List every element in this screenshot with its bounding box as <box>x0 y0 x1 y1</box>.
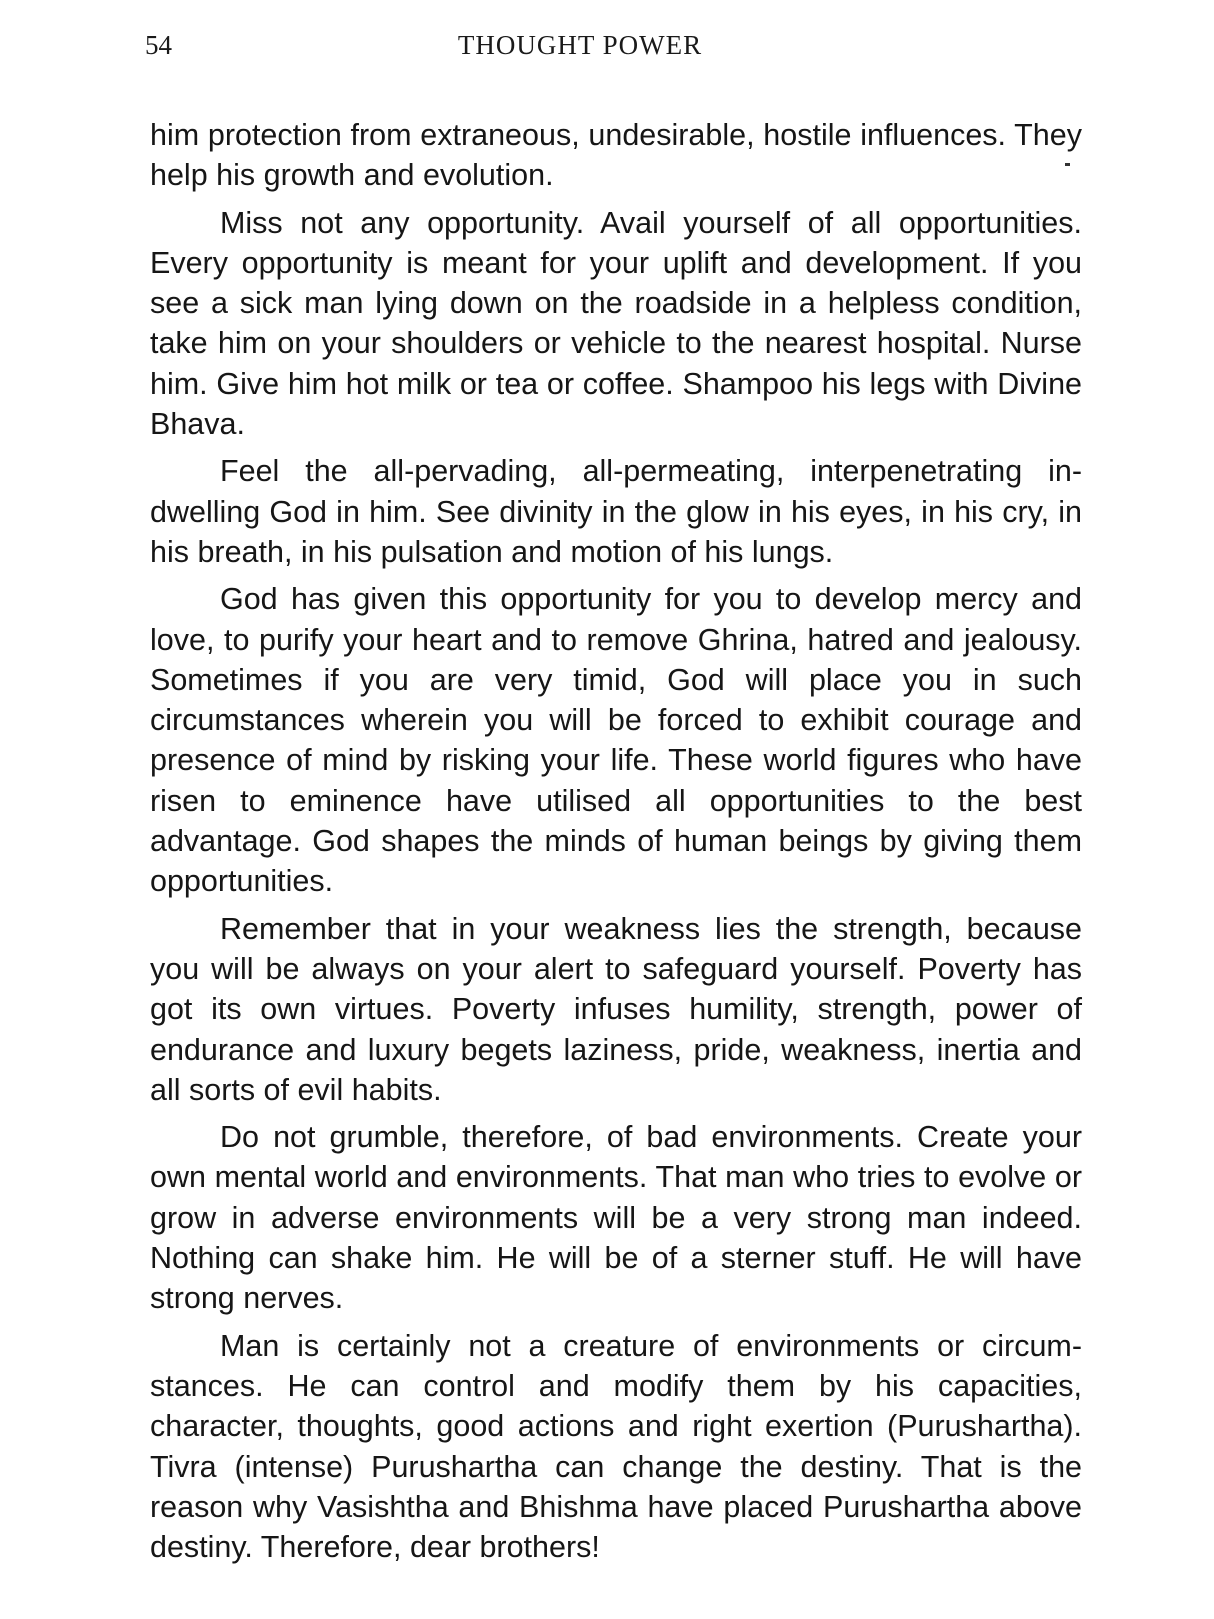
body-text <box>150 115 1082 1574</box>
paragraph-continued: him protection from extraneous, undesirable, hostile influences. They help his growth and evolution. <box>150 118 1082 193</box>
page-number: 54 <box>145 30 172 60</box>
paragraph: Feel the all-pervading, all-permeating, interpenetrating indwelling God in him. See divinity in the glow in his eyes, in his cry, in his breath, in his pulsation and motion of his lungs. <box>150 454 1082 569</box>
paragraph: Remember that in your weakness lies the strength, because you will be always on your alert to safeguard yourself. Poverty has got its own virtues. Poverty infuses humility, strength, power of endurance and luxury begets laziness, pride, weakness, inertia and all sorts of evil habits. <box>150 911 1082 1107</box>
paragraph: Miss not any opportunity. Avail yourself of all opportunities. Every opportunity is meant for your uplift and development. If you see a sick man lying down on the roadside in a helpless condition, take him on your shoulders or vehicle to the nearest hospital. Nurse him. Give him hot milk or tea or coffee. Shampoo his legs with Divine Bhava. <box>150 205 1082 442</box>
paragraph: Do not grumble, therefore, of bad environments. Create your own mental world and environments. That man who tries to evolve or grow in adverse environments will be a very strong man indeed. Nothing can shake him. He will be of a sterner stuff. He will have strong nerves. <box>150 1120 1082 1316</box>
paragraph: God has given this opportunity for you to develop mercy and love, to purify your heart and to remove Ghrina, hatred and jealousy. Sometimes if you are very timid, God will place you in such circumstances wherein you will be forced to exhibit courage and presence of mind by risking your life. These world figures who have risen to eminence have utilised all opportunities to the best advantage. God shapes the minds of human beings by giving them opportunities. <box>150 582 1082 899</box>
book-title: THOUGHT POWER <box>457 30 703 60</box>
running-head <box>145 30 1075 70</box>
paragraph: Man is certainly not a creature of environments or circumstances. He can control and modify them by his capacities, character, thoughts, good actions and right exertion (Purushartha). Tivra (intense) Purushartha can change the destiny. That is the reason why Vasishtha and Bhishma have placed Purushartha above destiny. Therefore, dear brothers! <box>150 1328 1082 1565</box>
